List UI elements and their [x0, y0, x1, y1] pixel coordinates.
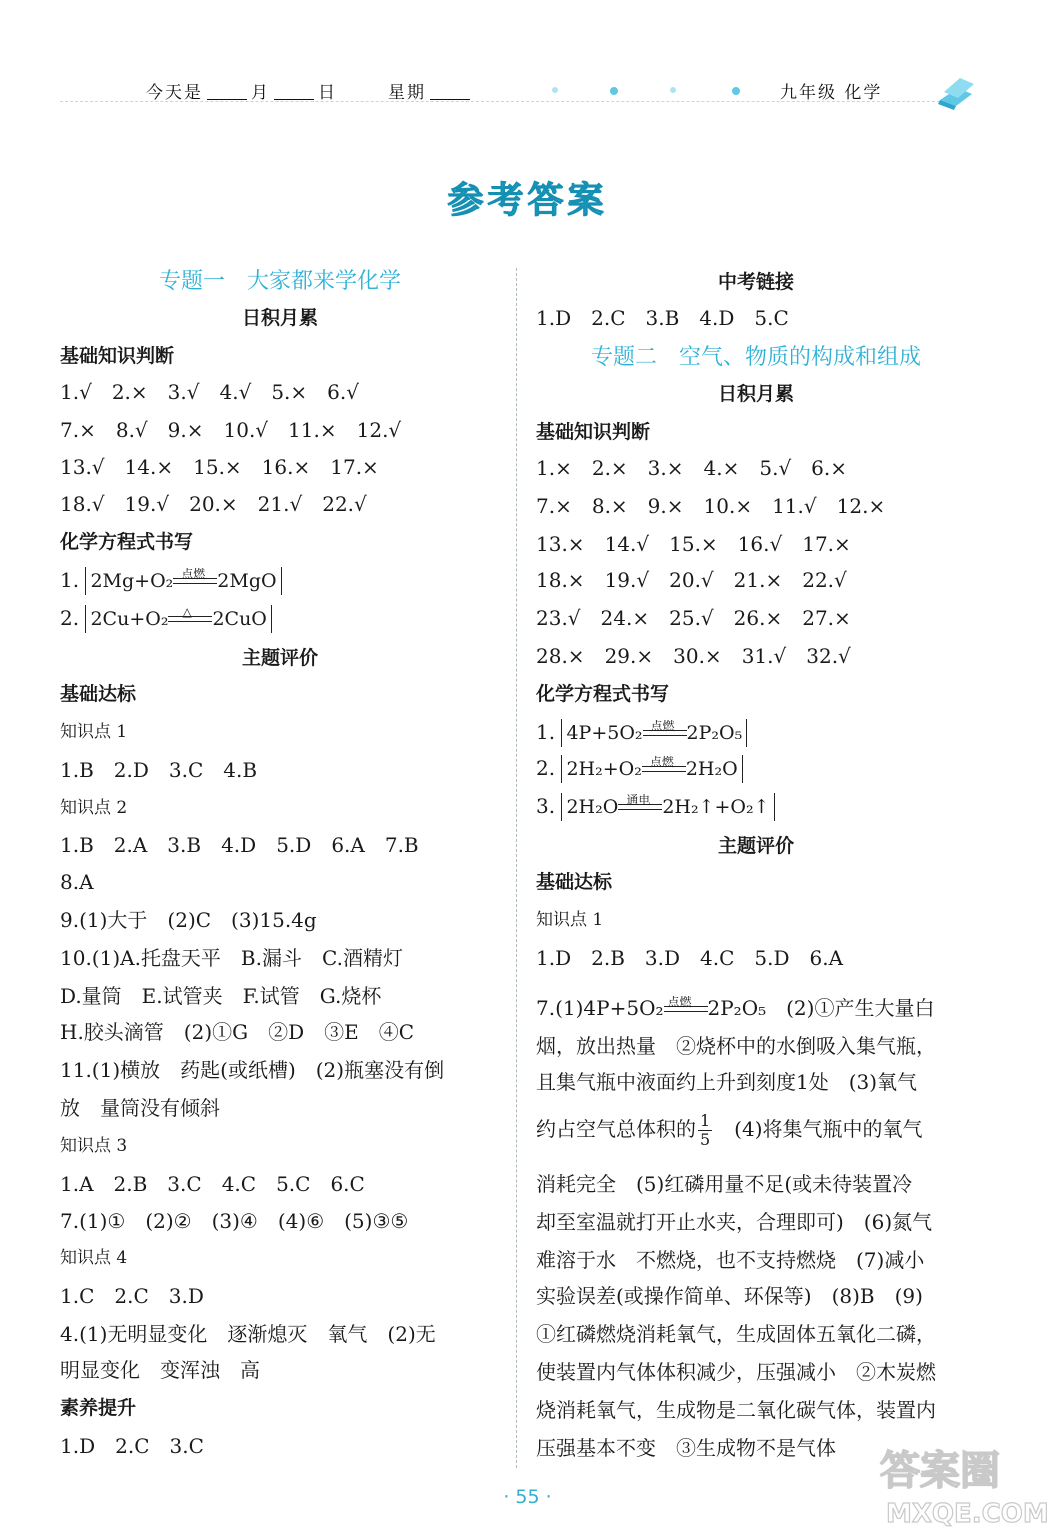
equation-box: 2Cu+O₂ △ 2CuO	[85, 605, 271, 633]
answer-row: 消耗完全 (5)红磷用量不足(或未待装置冷	[536, 1172, 913, 1196]
answer-row: 7.(1)① (2)② (3)④ (4)⑥ (5)③⑤	[60, 1209, 409, 1233]
answer-row: 烧消耗氧气，生成物是二氧化碳气体，装置内	[536, 1398, 936, 1422]
decor-dot	[552, 87, 558, 93]
section-heading: 基础达标	[60, 683, 137, 705]
answer-row: 13.× 14.√ 15.× 16.√ 17.×	[536, 532, 851, 556]
book-logo-icon	[936, 74, 976, 110]
section-heading: 中考链接	[717, 271, 794, 293]
topic-title: 专题二 空气、物质的构成和组成	[590, 345, 921, 370]
section-heading: 基础知识判断	[536, 421, 651, 443]
answer-row: 却至室温就打开止水夹，合理即可) (6)氮气	[536, 1210, 933, 1234]
section-heading: 日积月累	[717, 383, 794, 405]
equation-row: 1. 2Mg+O₂ 点燃 2MgO	[60, 566, 282, 595]
answer-row: 18.√ 19.√ 20.× 21.√ 22.√	[60, 492, 367, 516]
answer-row: 1.× 2.× 3.× 4.× 5.√ 6.×	[536, 456, 848, 480]
answer-row: 9.(1)大于 (2)C (3)15.4g	[60, 908, 317, 932]
equation-row: 2. 2Cu+O₂ △ 2CuO	[60, 604, 272, 633]
answer-row: 难溶于水 不燃烧，也不支持燃烧 (7)减小	[536, 1248, 925, 1272]
answer-row: 1.√ 2.× 3.√ 4.√ 5.× 6.√	[60, 380, 359, 404]
section-heading: 主题评价	[241, 647, 318, 669]
answer-row: 压强基本不变 ③生成物不是气体	[536, 1436, 836, 1460]
column-divider	[516, 268, 517, 1468]
answer-row: 28.× 29.× 30.× 31.√ 32.√	[536, 644, 851, 668]
answer-row: H.胶头滴管 (2)①G ②D ③E ④C	[60, 1020, 415, 1044]
answer-row: 1.C 2.C 3.D	[60, 1284, 204, 1308]
answer-row: 明显变化 变浑浊 高	[60, 1358, 260, 1382]
answer-row: 4.(1)无明显变化 逐渐熄灭 氧气 (2)无	[60, 1322, 436, 1346]
section-heading: 基础达标	[536, 871, 613, 893]
section-heading: 化学方程式书写	[536, 683, 670, 705]
equation-row: 1. 4P+5O₂ 点燃 2P₂O₅	[536, 718, 747, 747]
knowledge-point: 知识点 1	[60, 722, 128, 742]
answer-row: 1.B 2.A 3.B 4.D 5.D 6.A 7.B	[60, 833, 419, 857]
knowledge-point: 知识点 2	[60, 798, 128, 818]
section-heading: 基础知识判断	[60, 345, 175, 367]
knowledge-point: 知识点 1	[536, 910, 604, 930]
answer-row: 18.× 19.√ 20.√ 21.× 22.√	[536, 568, 847, 592]
answer-row: ①红磷燃烧消耗氧气，生成固体五氧化二磷，	[536, 1322, 936, 1346]
header-date: 今天是 月 日	[146, 83, 337, 103]
answer-row: 23.√ 24.× 25.√ 26.× 27.×	[536, 606, 851, 630]
answer-row: 1.D 2.C 3.C	[60, 1434, 204, 1458]
section-heading: 日积月累	[241, 307, 318, 329]
answer-row: 7.(1)4P+5O₂ 点燃 2P₂O₅ (2)①产生大量白	[536, 995, 935, 1020]
knowledge-point: 知识点 4	[60, 1248, 128, 1268]
answer-row: 放 量筒没有倾斜	[60, 1096, 220, 1120]
header-grade-subject: 九年级 化学	[780, 83, 883, 103]
watermark-logo	[880, 1440, 1049, 1530]
answer-row: 7.× 8.× 9.× 10.× 11.√ 12.×	[536, 494, 886, 518]
answer-row: 1.A 2.B 3.C 4.C 5.C 6.C	[60, 1172, 365, 1196]
page-number: · 55 ·	[503, 1486, 552, 1508]
decor-dot	[610, 87, 618, 95]
answer-row: 实验误差(或操作简单、环保等) (8)B (9)	[536, 1284, 923, 1308]
equation-box: 2H₂+O₂ 点燃 2H₂O	[561, 755, 742, 783]
svg-text:MXQE.COM: MXQE.COM	[886, 1499, 1049, 1529]
answer-row: 11.(1)横放 药匙(或纸槽) (2)瓶塞没有倒	[60, 1058, 445, 1082]
section-heading: 化学方程式书写	[60, 531, 194, 553]
answer-row: 13.√ 14.× 15.× 16.× 17.×	[60, 455, 379, 479]
knowledge-point: 知识点 3	[60, 1136, 128, 1156]
answer-row: 使装置内气体体积减少，压强减小 ②木炭燃	[536, 1360, 936, 1384]
answer-row: 10.(1)A.托盘天平 B.漏斗 C.酒精灯	[60, 946, 403, 970]
answer-row: 1.D 2.C 3.B 4.D 5.C	[536, 306, 789, 330]
decor-dot	[732, 87, 740, 95]
answer-row: 烟，放出热量 ②烧杯中的水倒吸入集气瓶，	[536, 1034, 936, 1058]
equation-row: 2. 2H₂+O₂ 点燃 2H₂O	[536, 754, 743, 783]
answer-row: D.量筒 E.试管夹 F.试管 G.烧杯	[60, 984, 382, 1008]
answer-row: 1.D 2.B 3.D 4.C 5.D 6.A	[536, 946, 844, 970]
section-heading: 主题评价	[717, 835, 794, 857]
answer-row: 7.× 8.√ 9.× 10.√ 11.× 12.√	[60, 418, 402, 442]
fraction: $\frac{1}{5}$	[700, 1111, 711, 1149]
answer-row: 1.B 2.D 3.C 4.B	[60, 758, 258, 782]
equation-box: 4P+5O₂ 点燃 2P₂O₅	[561, 719, 747, 747]
equation-row: 3. 2H₂O 通电 2H₂↑+O₂↑	[536, 792, 775, 821]
page-header	[0, 72, 1055, 112]
header-weekday: 星期	[388, 78, 474, 103]
topic-title: 专题一 大家都来学化学	[158, 269, 401, 294]
decor-dot	[670, 87, 676, 93]
equation-box: 2H₂O 通电 2H₂↑+O₂↑	[561, 793, 774, 821]
section-heading: 素养提升	[60, 1397, 137, 1419]
answer-row: 且集气瓶中液面约上升到刻度1处 (3)氧气	[536, 1070, 918, 1094]
svg-text:答案圈: 答案圈	[880, 1448, 1000, 1494]
answer-row: 约占空气总体积的 $\frac{1}{5}$ (4)将集气瓶中的氧气	[536, 1111, 923, 1149]
equation-box: 2Mg+O₂ 点燃 2MgO	[85, 567, 281, 595]
answer-row: 8.A	[60, 870, 94, 894]
page-title: 参考答案	[447, 180, 608, 221]
